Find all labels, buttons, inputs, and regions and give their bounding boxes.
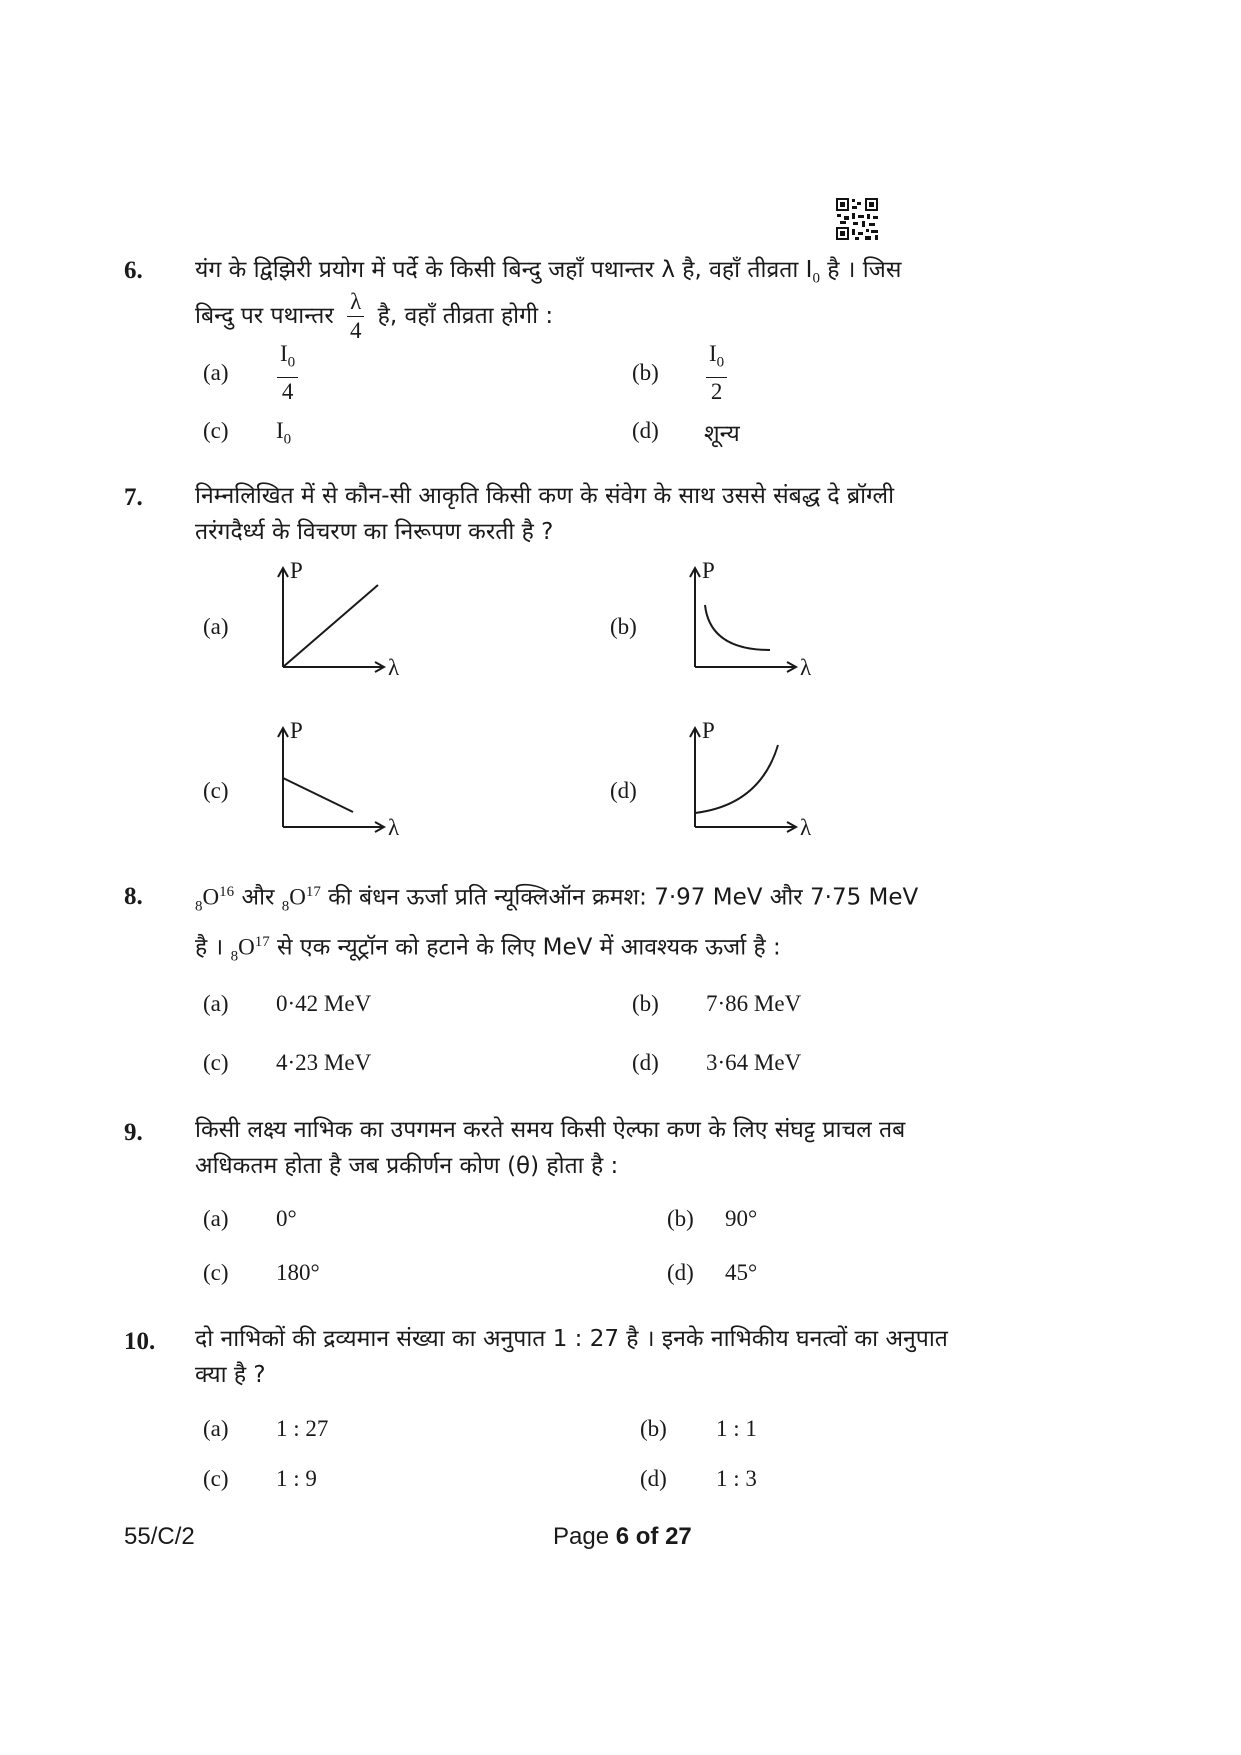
question-number: 10.: [124, 1328, 156, 1355]
option-label: (c): [203, 778, 229, 803]
option-text: 1 : 1: [716, 1416, 757, 1441]
option-label: (b): [632, 991, 659, 1016]
option-d-text: शून्य: [704, 421, 740, 447]
option-text: 180°: [276, 1260, 320, 1285]
option-text: 3·64 MeV: [706, 1050, 802, 1075]
question-number: 7.: [124, 484, 143, 511]
option-label: (c): [203, 1466, 229, 1491]
svg-text:λ: λ: [800, 815, 812, 840]
svg-text:λ: λ: [388, 655, 400, 680]
option-label: (c): [203, 1050, 229, 1075]
option-label: (d): [632, 1050, 659, 1075]
option-label: (a): [203, 991, 229, 1016]
option-text: 4·23 MeV: [276, 1050, 372, 1075]
question-6-line1: यंग के द्विझिरी प्रयोग में पर्दे के किसी बिन्दु जहाँ पथान्तर λ है, वहाँ तीव्रता $I_0$ है । जिस: [195, 257, 902, 287]
question-6-line2: बिन्दु पर पथान्तर $\frac{\lambda}{4}$ है, वहाँ तीव्रता होगी :: [195, 289, 554, 343]
option-label: (b): [632, 360, 659, 385]
question-8-line2: है । $_8O^{17}$ से एक न्यूट्रॉन को हटाने के लिए MeV में आवश्यक ऊर्जा है :: [195, 934, 781, 965]
svg-text:P: P: [702, 560, 715, 583]
question-number: 9.: [124, 1119, 143, 1146]
option-label: (d): [640, 1466, 667, 1491]
graph-d: [680, 720, 830, 840]
svg-text:P: P: [702, 720, 715, 743]
option-text: 1 : 9: [276, 1466, 317, 1491]
question-7-line1: निम्नलिखित में से कौन-सी आकृति किसी कण के संवेग के साथ उससे संबद्ध दे ब्रॉग्ली: [195, 483, 895, 509]
option-b-fraction: $\frac{I_0}{2}$: [706, 340, 727, 406]
question-9-line1: किसी लक्ष्य नाभिक का उपगमन करते समय किसी ऐल्फा कण के लिए संघट्ट प्राचल तब: [195, 1117, 906, 1143]
graph-a: [268, 560, 418, 680]
option-label: (d): [632, 418, 659, 443]
option-label: (c): [203, 1260, 229, 1285]
question-7-line2: तरंगदैर्ध्य के विचरण का निरूपण करती है ?: [195, 519, 554, 545]
option-label: (b): [640, 1416, 667, 1441]
option-label: (a): [203, 360, 229, 385]
option-text: 45°: [725, 1260, 758, 1285]
option-label: (a): [203, 1206, 229, 1231]
option-label: (a): [203, 614, 229, 639]
option-a-fraction: $\frac{I_0}{4}$: [277, 340, 298, 406]
svg-text:P: P: [290, 720, 303, 743]
option-c-text: $I_0$: [276, 418, 292, 448]
option-label: (b): [610, 614, 637, 639]
question-10-line2: क्या है ?: [195, 1362, 266, 1388]
paper-code: 55/C/2: [124, 1523, 195, 1550]
option-label: (d): [610, 778, 637, 803]
option-text: 7·86 MeV: [706, 991, 802, 1016]
option-text: 1 : 3: [716, 1466, 757, 1491]
svg-text:P: P: [290, 560, 303, 583]
question-8-line1: $_8O^{16}$ और $_8O^{17}$ की बंधन ऊर्जा प्रति न्यूक्लिऑन क्रमश: 7·97 MeV और 7·75 MeV: [195, 884, 919, 915]
question-number: 8.: [124, 883, 143, 910]
graph-b: [680, 560, 830, 680]
graph-c: [268, 720, 418, 840]
option-label: (a): [203, 1416, 229, 1441]
question-9-line2: अधिकतम होता है जब प्रकीर्णन कोण (θ) होता है :: [195, 1153, 619, 1179]
option-text: 1 : 27: [276, 1416, 329, 1441]
option-label: (b): [667, 1206, 694, 1231]
question-10-line1: दो नाभिकों की द्रव्यमान संख्या का अनुपात 1 : 27 है । इनके नाभिकीय घनत्वों का अनुपात: [195, 1326, 948, 1352]
option-label: (d): [667, 1260, 694, 1285]
option-text: 0·42 MeV: [276, 991, 372, 1016]
svg-text:λ: λ: [800, 655, 812, 680]
page-number: Page 6 of 27: [553, 1523, 692, 1550]
qr-code: [835, 197, 879, 241]
svg-text:λ: λ: [388, 815, 400, 840]
question-number: 6.: [124, 257, 143, 284]
option-text: 0°: [276, 1206, 297, 1231]
option-label: (c): [203, 418, 229, 443]
option-text: 90°: [725, 1206, 758, 1231]
